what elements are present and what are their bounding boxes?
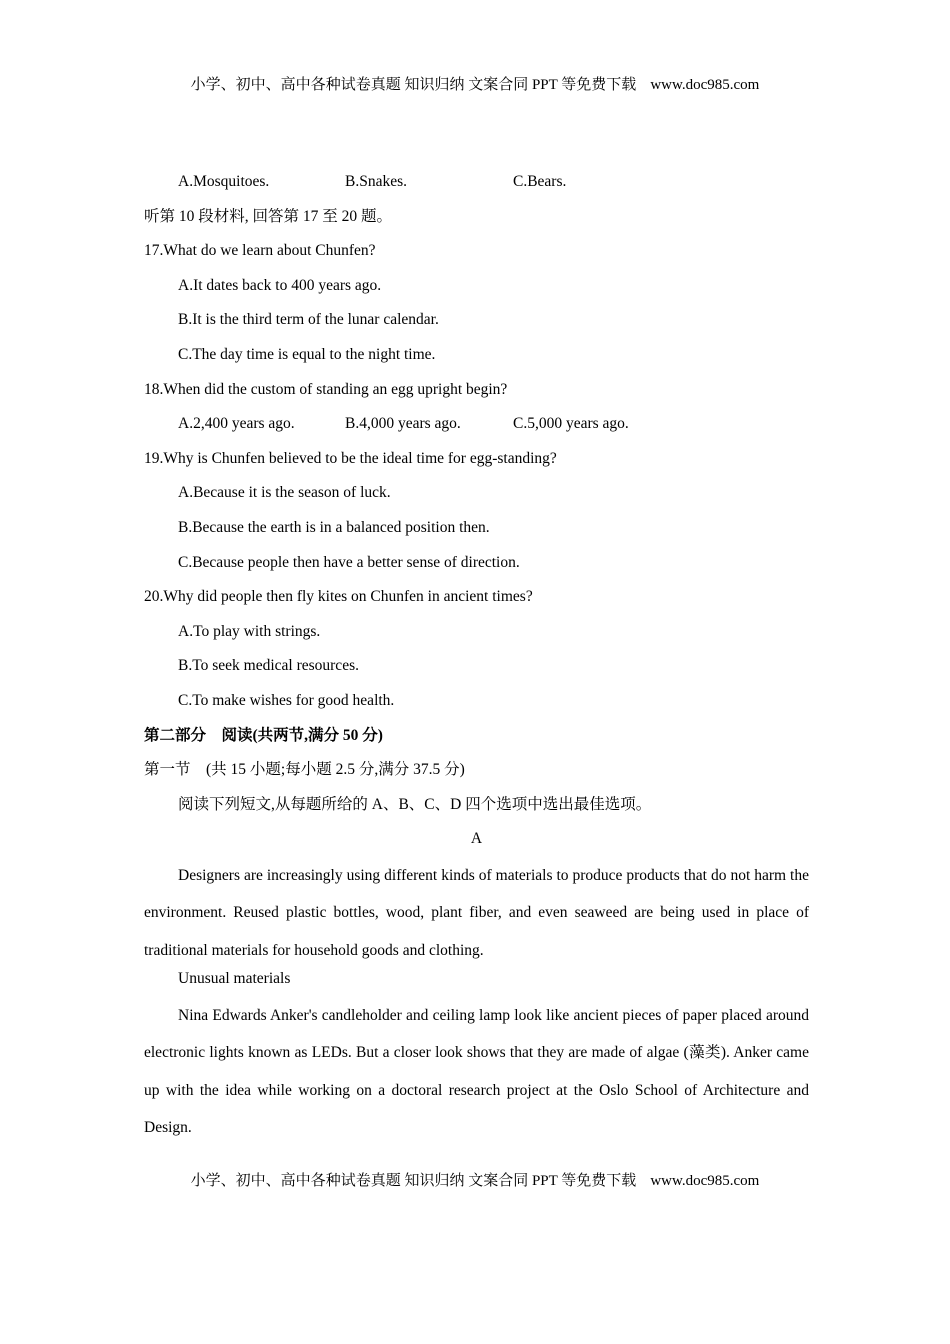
q17-stem: 17.What do we learn about Chunfen? xyxy=(144,242,376,260)
footer-text-b: 种试卷真题 xyxy=(325,1171,401,1189)
q16-options xyxy=(144,170,809,205)
page-header xyxy=(0,73,950,94)
q19-option-a: A.Because it is the season of luck. xyxy=(178,484,391,502)
header-text-c: 知识归纳 xyxy=(400,77,469,93)
header-url: www.doc985.com xyxy=(650,77,760,93)
q20-option-c: C.To make wishes for good health. xyxy=(178,691,395,709)
q16-option-a: A.Mosquitoes. xyxy=(178,173,270,190)
q19-stem: 19.Why is Chunfen believed to be the ideal time for egg-standing? xyxy=(144,449,557,467)
q17-option-b: B.It is the third term of the lunar calendar. xyxy=(178,311,439,329)
part2-section1: 第一节 (共 15 小题;每小题 2.5 分,满分 37.5 分) xyxy=(144,761,465,779)
header-text-a: 小学、初中、高中各 xyxy=(190,77,326,93)
footer-url: www.doc985.com xyxy=(650,1173,760,1189)
q20-option-b: B.To seek medical resources. xyxy=(178,657,359,675)
q18-option-a: A.2,400 years ago. xyxy=(178,415,295,433)
q18-stem: 18.When did the custom of standing an egg upright begin? xyxy=(144,380,508,398)
footer-text-c: 知识归纳 xyxy=(400,1173,469,1189)
q17-option-a: A.It dates back to 400 years ago. xyxy=(178,276,382,294)
passage-paragraph-1: Designers are increasingly using different kinds of materials to produce products that do not harm the environment. Reused plastic bottles, wood, plant fiber, and even seaweed are being used in place of traditional materials for household goods and clothing. xyxy=(144,866,809,959)
q19-option-b: B.Because the earth is in a balanced position then. xyxy=(178,518,490,536)
q20-stem: 20.Why did people then fly kites on Chunfen in ancient times? xyxy=(144,588,533,606)
section10-instruction: 听第 10 段材料, 回答第 17 至 20 题。 xyxy=(144,207,393,225)
passage-subheading: Unusual materials xyxy=(178,970,291,988)
q18-options xyxy=(144,412,809,447)
q16-option-c: C.Bears. xyxy=(513,173,567,190)
header-text-b: 种试卷真题 xyxy=(325,75,401,93)
q16-option-b: B.Snakes. xyxy=(345,173,407,190)
q17-option-c: C.The day time is equal to the night time. xyxy=(178,345,436,363)
q20-option-a: A.To play with strings. xyxy=(178,622,321,640)
passage-paragraph-1-wrap xyxy=(144,857,809,970)
page-footer xyxy=(0,1169,950,1190)
header-text-e: 费下载 xyxy=(591,75,637,93)
passage-label: A xyxy=(470,830,483,848)
header-text-d: 文案合同 PPT 等免 xyxy=(468,77,592,93)
footer-text-d: 文案合同 PPT 等免 xyxy=(468,1173,592,1189)
document-body xyxy=(144,170,809,1145)
part2-instruction: 阅读下列短文,从每题所给的 A、B、C、D 四个选项中选出最佳选项。 xyxy=(178,795,652,813)
footer-text-e: 费下载 xyxy=(591,1171,637,1189)
part2-title: 第二部分 阅读(共两节,满分 50 分) xyxy=(144,726,383,744)
passage-paragraph-2: Nina Edwards Anker's candleholder and ceiling lamp look like ancient pieces of paper placed around electronic lights known as LEDs. But a closer look shows that they are made of algae (藻类). Anker came up with the idea while working on a doctoral research project at the Oslo School of Architecture and Design. xyxy=(144,1006,809,1137)
q18-option-b: B.4,000 years ago. xyxy=(345,415,461,433)
footer-text-a: 小学、初中、高中各 xyxy=(190,1173,326,1189)
q19-option-c: C.Because people then have a better sense of direction. xyxy=(178,553,520,571)
q18-option-c: C.5,000 years ago. xyxy=(513,415,629,433)
passage-paragraph-2-wrap xyxy=(144,997,809,1147)
